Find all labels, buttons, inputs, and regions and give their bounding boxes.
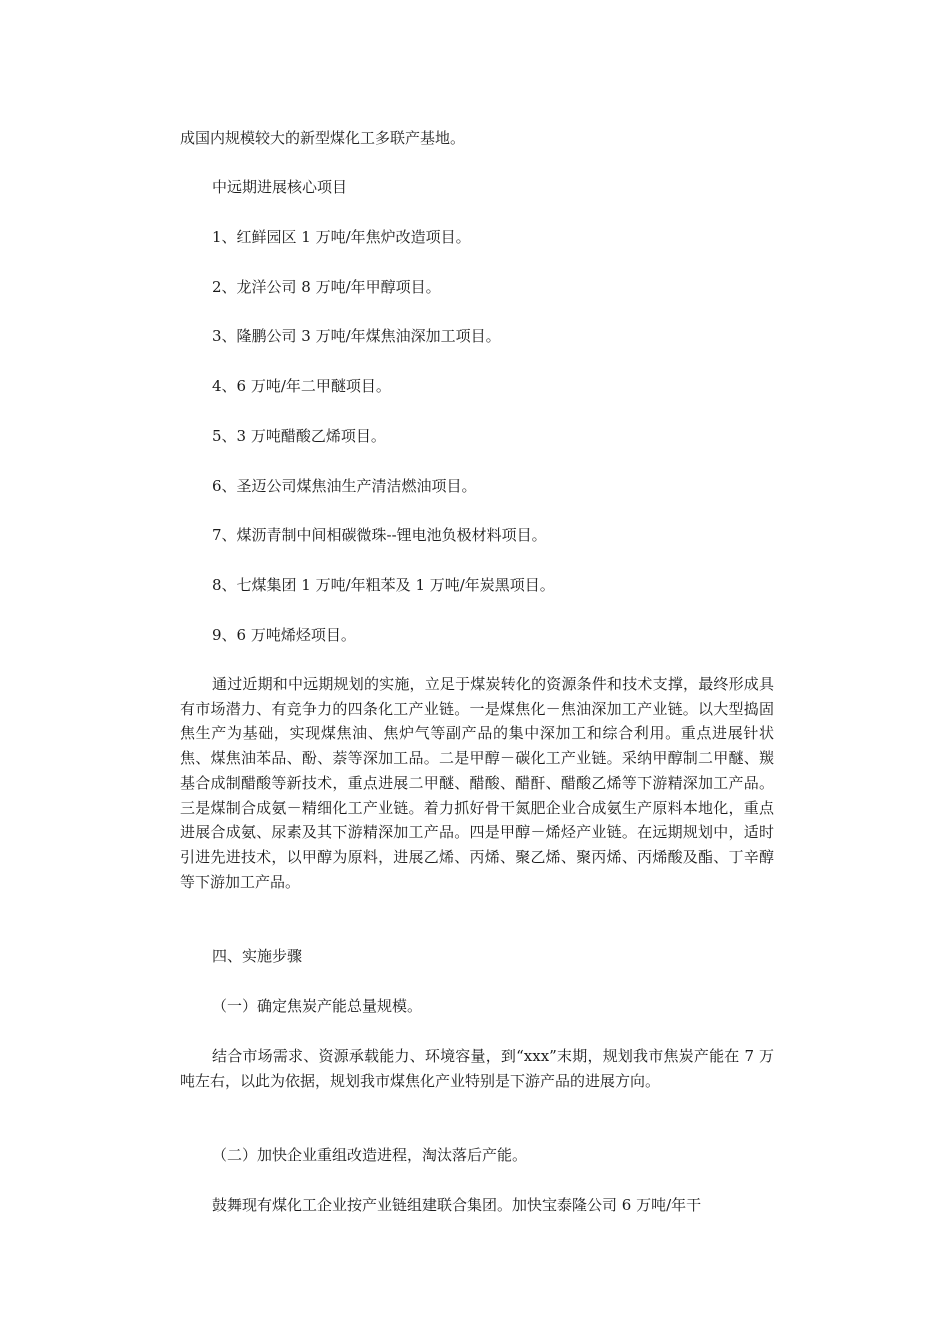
step1-paragraph: 结合市场需求、资源承载能力、环境容量，到“xxx”末期，规划我市焦炭产能在 7 万吨左右，以此为依据，规划我市煤焦化产业特别是下游产品的进展方向。 — [180, 1047, 774, 1090]
summary-paragraph: 通过近期和中远期规划的实施，立足于煤炭转化的资源条件和技术支撑，最终形成具有市场潜力、有竞争力的四条化工产业链。一是煤焦化－焦油深加工产业链。以大型捣固焦生产为基础，实现煤焦油、焦炉气等副产品的集中深加工和综合利用。重点进展针状焦、煤焦油苯品、酚、萘等深加工品。二是甲醇－碳化工产业链。采纳甲醇制二甲醚、羰基合成制醋酸等新技术，重点进展二甲醚、醋酸、醋酐、醋酸乙烯等下游精深加工产品。三是煤制合成氨－精细化工产业链。着力抓好骨干氮肥企业合成氨生产原料本地化，重点进展合成氨、尿素及其下游精深加工产品。四是甲醇－烯烃产业链。在远期规划中，适时引进先进技术，以甲醇为原料，进展乙烯、丙烯、聚乙烯、聚丙烯、丙烯酸及酯、丁辛醇等下游加工产品。 — [180, 675, 774, 891]
project-item: 2、龙洋公司 8 万吨/年甲醇项目。 — [212, 278, 441, 296]
project-item: 9、6 万吨烯烃项目。 — [212, 626, 356, 644]
project-item: 7、煤沥青制中间相碳微珠--锂电池负极材料项目。 — [212, 526, 547, 544]
project-item: 8、七煤集团 1 万吨/年粗苯及 1 万吨/年炭黑项目。 — [212, 576, 555, 594]
step2-paragraph-start: 鼓舞现有煤化工企业按产业链组建联合集团。加快宝泰隆公司 6 万吨/年干 — [212, 1196, 702, 1214]
project-item: 4、6 万吨/年二甲醚项目。 — [212, 377, 391, 395]
project-item: 1、红鲜园区 1 万吨/年焦炉改造项目。 — [212, 228, 471, 246]
intro-tail-text: 成国内规模较大的新型煤化工多联产基地。 — [180, 129, 466, 147]
project-item: 3、隆鹏公司 3 万吨/年煤焦油深加工项目。 — [212, 327, 501, 345]
project-item: 5、3 万吨醋酸乙烯项目。 — [212, 427, 386, 445]
step1-heading: （一）确定焦炭产能总量规模。 — [212, 997, 423, 1015]
project-item: 6、圣迈公司煤焦油生产清洁燃油项目。 — [212, 477, 477, 495]
section-heading: 中远期进展核心项目 — [212, 178, 348, 196]
steps-heading: 四、实施步骤 — [212, 947, 303, 965]
step2-heading: （二）加快企业重组改造进程，淘汰落后产能。 — [212, 1146, 528, 1164]
